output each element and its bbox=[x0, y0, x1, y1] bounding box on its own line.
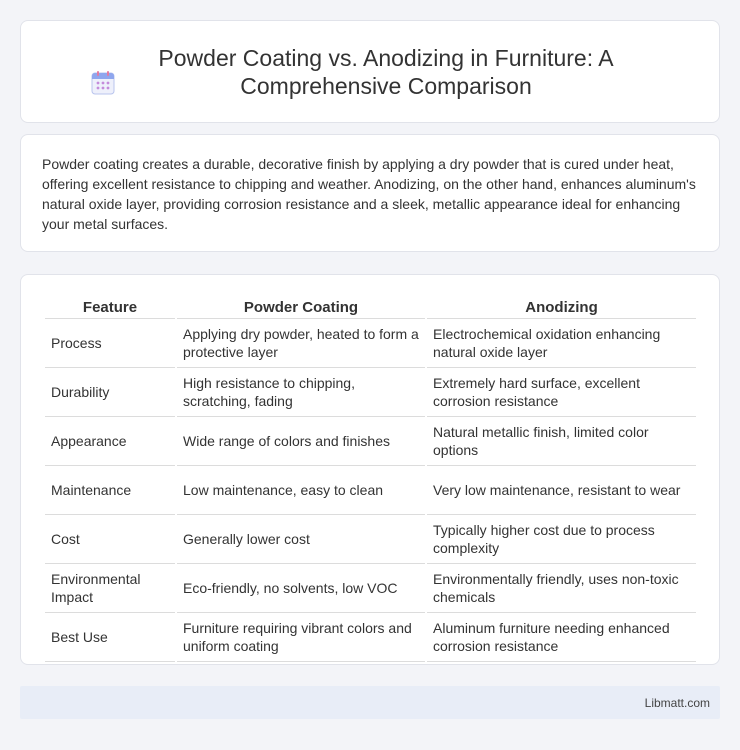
table-row bbox=[45, 319, 696, 368]
row-feature: Cost bbox=[45, 515, 175, 564]
cell-powder-coating: Wide range of colors and finishes bbox=[177, 417, 425, 466]
cell-anodizing: Environmentally friendly, uses non-toxic chemicals bbox=[427, 564, 696, 613]
cell-anodizing: Typically higher cost due to process complexity bbox=[427, 515, 696, 564]
row-feature: Best Use bbox=[45, 613, 175, 662]
cell-powder-coating: Eco-friendly, no solvents, low VOC bbox=[177, 564, 425, 613]
cell-anodizing: Extremely hard surface, excellent corrosion resistance bbox=[427, 368, 696, 417]
row-feature: Maintenance bbox=[45, 466, 175, 515]
cell-anodizing: Aluminum furniture needing enhanced corrosion resistance bbox=[427, 613, 696, 662]
footer-site-link[interactable]: Libmatt.com bbox=[644, 695, 710, 710]
table-row bbox=[45, 417, 696, 466]
row-feature: Appearance bbox=[45, 417, 175, 466]
cell-powder-coating: High resistance to chipping, scratching, fading bbox=[177, 368, 425, 417]
cell-powder-coating: Furniture requiring vibrant colors and uniform coating bbox=[177, 613, 425, 662]
footer-bar bbox=[20, 686, 720, 719]
cell-anodizing: Very low maintenance, resistant to wear bbox=[427, 466, 696, 515]
title-card bbox=[20, 20, 720, 123]
intro-paragraph: Powder coating creates a durable, decorative finish by applying a dry powder that is cured under heat, offering excellent resistance to chipping and weather. Anodizing, on the other hand, enhances aluminum's natural oxide layer, providing corrosion resistance and a sleek, metallic appearance ideal for enhancing your metal surfaces. bbox=[42, 156, 696, 232]
row-feature: Durability bbox=[45, 368, 175, 417]
cell-anodizing: Natural metallic finish, limited color options bbox=[427, 417, 696, 466]
row-feature: Environmental Impact bbox=[45, 564, 175, 613]
header-anodizing: Anodizing bbox=[427, 297, 696, 319]
row-feature: Process bbox=[45, 319, 175, 368]
cell-powder-coating: Generally lower cost bbox=[177, 515, 425, 564]
cell-powder-coating: Applying dry powder, heated to form a protective layer bbox=[177, 319, 425, 368]
calendar-icon bbox=[90, 70, 116, 96]
table-row bbox=[45, 564, 696, 613]
table-row bbox=[45, 368, 696, 417]
table-row bbox=[45, 515, 696, 564]
table-row bbox=[45, 466, 696, 515]
intro-card bbox=[20, 134, 720, 252]
table-header-row bbox=[45, 297, 696, 319]
page-title: Powder Coating vs. Anodizing in Furniture: A Comprehensive Comparison bbox=[158, 44, 614, 99]
table-row bbox=[45, 613, 696, 662]
cell-anodizing: Electrochemical oxidation enhancing natural oxide layer bbox=[427, 319, 696, 368]
comparison-table bbox=[43, 297, 698, 662]
header-feature: Feature bbox=[45, 297, 175, 319]
cell-powder-coating: Low maintenance, easy to clean bbox=[177, 466, 425, 515]
title-wrap bbox=[90, 44, 650, 100]
header-powder-coating: Powder Coating bbox=[177, 297, 425, 319]
comparison-card bbox=[20, 274, 720, 665]
